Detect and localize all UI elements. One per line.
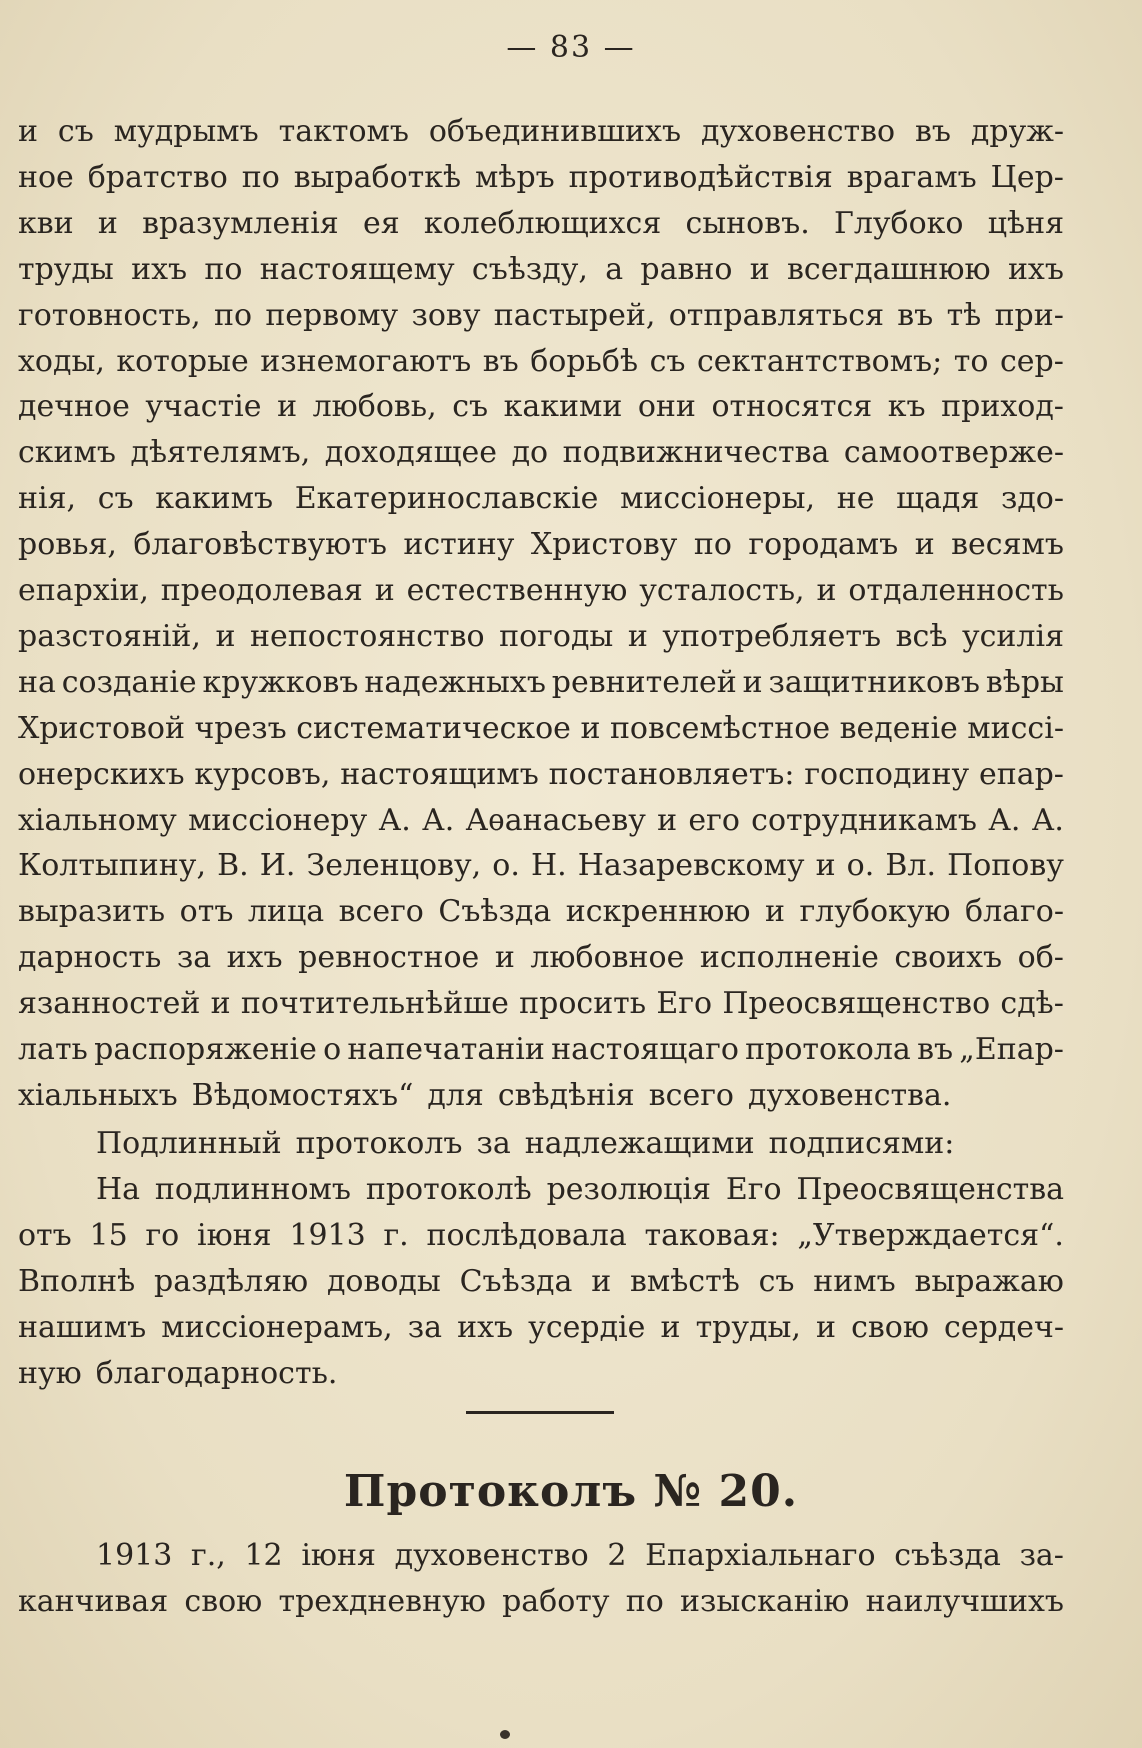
page-number: — 83 — [506, 30, 636, 65]
text-line: и съ мудрымъ тактомъ объединившихъ духовенство въ друж- [18, 114, 1064, 149]
text-line: кви и вразумленія ея колеблющихся сыновъ. Глубоко цѣня [18, 205, 1064, 241]
text-line: разстояній, и непостоянство погоды и употребляетъ всѣ усилія [18, 618, 1064, 654]
text-line: ходы, которые изнемогаютъ въ борьбѣ съ сектантствомъ; то сер- [18, 343, 1064, 379]
text-line: труды ихъ по настоящему съѣзду, а равно и всегдашнюю ихъ [18, 251, 1064, 287]
protocol-heading: Протоколъ № 20. [343, 1466, 799, 1517]
text-line: Колтыпину, В. И. Зеленцову, о. Н. Назаревскому и о. Вл. Попову [18, 848, 1064, 884]
text-line: дечное участіе и любовь, съ какими они относятся къ приход- [18, 389, 1064, 425]
section-divider [466, 1411, 614, 1414]
text-line: хіальныхъ Вѣдомостяхъ“ для свѣдѣнія всего духовенства. [18, 1077, 952, 1113]
text-line: готовность, по первому зову пастырей, отправляться въ тѣ при- [18, 297, 1064, 333]
text-line: нашимъ миссіонерамъ, за ихъ усердіе и труды, и свою сердеч- [18, 1309, 1064, 1345]
text-line: дарность за ихъ ревностное и любовное исполненіе своихъ об- [18, 940, 1064, 976]
text-line: нія, съ какимъ Екатеринославскіе миссіонеры, не щадя здо- [18, 481, 1064, 517]
text-line: ную благодарность. [18, 1355, 338, 1391]
text-line: лать распоряженіе о напечатаніи настоящаго протокола въ „Епар- [18, 1032, 1064, 1067]
text-line: ровья, благовѣствуютъ истину Христову по городамъ и весямъ [18, 527, 1064, 563]
text-line: ное братство по выработкѣ мѣръ противодѣйствія врагамъ Цер- [18, 159, 1064, 195]
text-line: канчивая свою трехдневную работу по изысканію наилучшихъ [18, 1583, 1064, 1619]
text-line: 1913 г., 12 іюня духовенство 2 Епархіальнаго съѣзда за- [96, 1538, 1064, 1573]
text-line: епархіи, преодолевая и естественную усталость, и отдаленность [18, 573, 1064, 608]
text-line: Подлинный протоколъ за надлежащими подписями: [96, 1126, 955, 1161]
text-line: хіальному миссіонеру А. А. Аѳанасьеву и его сотрудникамъ А. А. [18, 802, 1064, 838]
text-line: выразить отъ лица всего Съѣзда искреннюю и глубокую благо- [18, 894, 1064, 930]
text-line: Христовой чрезъ систематическое и повсемѣстное веденіе миссі- [18, 710, 1064, 746]
ink-speck [500, 1730, 510, 1739]
text-line: На подлинномъ протоколѣ резолюція Его Преосвященства [96, 1172, 1064, 1207]
text-line: Вполнѣ раздѣляю доводы Съѣзда и вмѣстѣ съ нимъ выражаю [18, 1263, 1064, 1299]
text-line: отъ 15 го іюня 1913 г. послѣдовала таковая: „Утверждается“. [18, 1217, 1064, 1253]
text-line: на созданіе кружковъ надежныхъ ревнителей и защитниковъ вѣры [18, 664, 1064, 700]
text-line: скимъ дѣятелямъ, доходящее до подвижничества самоотверже- [18, 435, 1064, 471]
text-line: язанностей и почтительнѣйше просить Его Преосвященство сдѣ- [18, 986, 1064, 1022]
text-line: онерскихъ курсовъ, настоящимъ постановляетъ: господину епар- [18, 756, 1064, 792]
